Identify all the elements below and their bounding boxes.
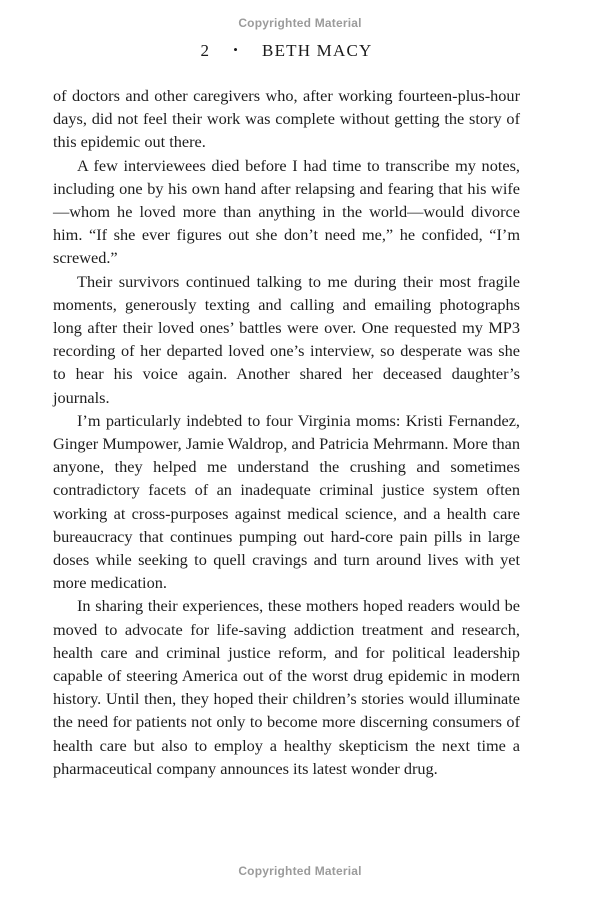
running-header <box>53 41 520 61</box>
running-head-title: BETH MACY <box>262 41 373 60</box>
body-paragraph: A few interviewees died before I had time to transcribe my notes, including one by his own hand after relapsing and fearing that his wife—whom he loved more than anything in the world—would divorce him. “If she ever figures out she don’t need me,” he confided, “I’m screwed.” <box>53 155 520 268</box>
page-number: 2 <box>200 41 209 60</box>
body-paragraph: In sharing their experiences, these mothers hoped readers would be moved to advocate for life-saving addiction treatment and research, health care and criminal justice reform, and for political leadership capable of steering America out of the worst drug epidemic in modern history. Until then, they hoped their children’s stories would illuminate the need for patients not only to become more discerning consumers of health care but also to employ a healthy skepticism the next time a pharmaceutical company announces its latest wonder drug. <box>53 596 520 778</box>
bullet-separator-icon: • <box>233 42 238 57</box>
watermark-bottom: Copyrighted Material <box>238 864 362 878</box>
body-paragraph: Their survivors continued talking to me during their most fragile moments, generously texting and calling and emailing photographs long after their loved ones’ battles were over. One requested my MP3 recording of her departed loved one’s interview, so desperate was she to hear his voice again. Another shared her deceased daughter’s journals. <box>53 271 520 407</box>
watermark-top: Copyrighted Material <box>238 16 362 30</box>
body-paragraph: of doctors and other caregivers who, after working fourteen-plus-hour days, did not feel their work was complete without getting the story of this epidemic out there. <box>53 86 520 152</box>
page-body <box>53 84 520 780</box>
body-paragraph: I’m particularly indebted to four Virginia moms: Kristi Fernandez, Ginger Mumpower, Jamie Waldrop, and Patricia Mehrmann. More than anyone, they helped me understand the crushing and sometimes contradictory facets of an inadequate criminal justice system often working at cross-purposes against medical science, and a health care bureaucracy that continues pumping out hard-core pain pills in large doses while seeking to quell cravings and turn around lives with yet more medication. <box>53 410 520 593</box>
